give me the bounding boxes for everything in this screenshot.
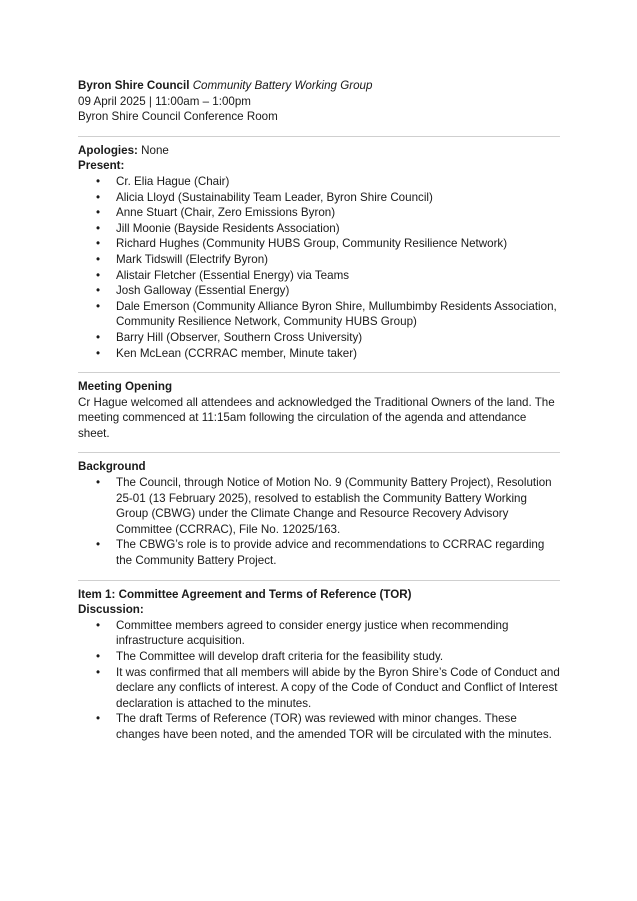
discussion-item: • The draft Terms of Reference (TOR) was reviewed with minor changes. These changes have been noted, and the amended TOR will be circulated with the minutes. [116,711,560,742]
present-list [78,174,560,361]
opening-heading: Meeting Opening [78,380,173,394]
present-label: Present: [78,159,125,173]
present-item: • Alicia Lloyd (Sustainability Team Leader, Byron Shire Council) [116,190,560,206]
attendance-section [78,143,560,361]
background-item: • The CBWG’s role is to provide advice and recommendations to CCRRAC regarding the Community Battery Project. [116,537,560,568]
meeting-location: Byron Shire Council Conference Room [78,110,278,124]
divider [78,580,560,581]
apologies-line [78,143,560,159]
background-item: • The Council, through Notice of Motion No. 9 (Community Battery Project), Resolution 25-01 (13 February 2025), resolved to establish the Community Battery Working Group (CBWG) under the Climate Change and Resource Recovery Advisory Committee (CCRRAC), File No. 12025/163. [116,475,560,537]
divider [78,372,560,373]
divider [78,136,560,137]
present-item: • Anne Stuart (Chair, Zero Emissions Byron) [116,205,560,221]
discussion-item: • Committee members agreed to consider energy justice when recommending infrastructure acquisition. [116,618,560,649]
background-list [78,475,560,569]
opening-section [78,379,560,441]
present-item: • Josh Galloway (Essential Energy) [116,283,560,299]
discussion-item: • The Committee will develop draft criteria for the feasibility study. [116,649,560,665]
discussion-list [78,618,560,743]
meeting-datetime: 09 April 2025 | 11:00am – 1:00pm [78,94,251,108]
present-item: • Ken McLean (CCRRAC member, Minute taker) [116,346,560,362]
present-item: • Barry Hill (Observer, Southern Cross University) [116,330,560,346]
present-item: • Dale Emerson (Community Alliance Byron Shire, Mullumbimby Residents Association, Community Resilience Network, Community HUBS Group) [116,299,560,330]
document-header [78,78,560,125]
discussion-item: • It was confirmed that all members will abide by the Byron Shire’s Code of Conduct and declare any conflicts of interest. A copy of the Code of Conduct and Conflict of Interest declaration is attached to the minutes. [116,665,560,712]
group-name: Community Battery Working Group [192,79,373,92]
present-item: • Mark Tidswill (Electrify Byron) [116,252,560,268]
present-item: • Richard Hughes (Community HUBS Group, Community Resilience Network) [116,236,560,252]
item1-heading: Item 1: Committee Agreement and Terms of Reference (TOR) [78,587,412,601]
org-name: Byron Shire Council [78,79,190,92]
apologies-value: None [141,143,169,157]
item1-section [78,587,560,743]
background-heading: Background [78,460,146,474]
minutes-document [78,78,560,743]
present-item: • Alistair Fletcher (Essential Energy) via Teams [116,268,560,284]
opening-text: Cr Hague welcomed all attendees and acknowledged the Traditional Owners of the land. The meeting commenced at 11:15am following the circulation of the agenda and attendance sheet. [78,395,555,440]
apologies-label: Apologies: [78,143,138,157]
divider [78,452,560,453]
header-title-line [78,78,560,94]
present-item: • Jill Moonie (Bayside Residents Association) [116,221,560,237]
present-item: • Cr. Elia Hague (Chair) [116,174,560,190]
discussion-label: Discussion: [78,603,144,617]
background-section [78,459,560,568]
